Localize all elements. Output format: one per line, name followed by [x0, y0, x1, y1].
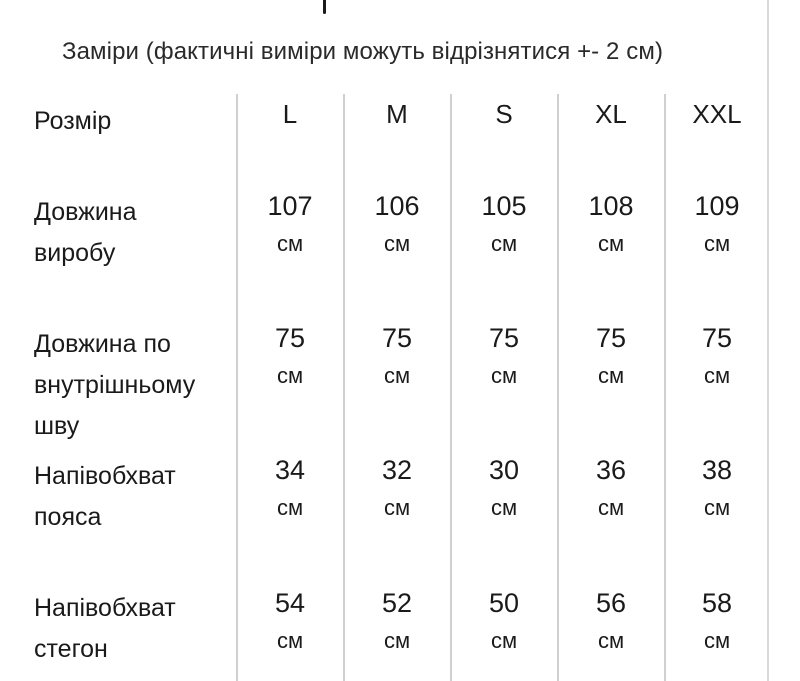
table-cell: [558, 189, 664, 257]
cell-value: 30: [488, 455, 520, 485]
cell-unit: см: [703, 363, 731, 388]
cell-unit: см: [490, 363, 518, 388]
cell-unit: см: [383, 628, 411, 653]
size-column-header: L: [282, 99, 298, 129]
size-header-text: Розмір: [34, 107, 112, 135]
table-cell: [664, 321, 770, 389]
table-cell: [344, 453, 450, 521]
cell-unit: см: [597, 495, 625, 520]
row-label-line: внутрішньому: [34, 371, 196, 399]
cell-value: 56: [595, 588, 627, 618]
row-label-inseam: [34, 324, 195, 447]
cell-value: 54: [274, 588, 306, 618]
row-label-line: Напівобхват: [34, 462, 176, 490]
table-cell: [558, 321, 664, 389]
cell-value: 109: [694, 191, 740, 221]
table-cell: [664, 453, 770, 521]
cell-unit: см: [597, 628, 625, 653]
top-edge-mark: [323, 0, 326, 14]
cell-value: 108: [588, 191, 634, 221]
table-cell: [344, 321, 450, 389]
table-cell: [451, 453, 557, 521]
table-cell: [558, 586, 664, 654]
cell-unit: см: [383, 495, 411, 520]
table-cell: [237, 321, 343, 389]
cell-value: 75: [488, 323, 520, 353]
cell-unit: см: [383, 363, 411, 388]
cell-value: 38: [701, 455, 733, 485]
cell-value: 50: [488, 588, 520, 618]
cell-unit: см: [276, 231, 304, 256]
row-label-waist: [34, 456, 176, 538]
cell-value: 106: [374, 191, 420, 221]
row-label-line: стегон: [34, 635, 108, 663]
cell-value: 75: [381, 323, 413, 353]
row-label-line: Напівобхват: [34, 594, 176, 622]
cell-unit: см: [703, 495, 731, 520]
row-label-line: Довжина: [34, 198, 137, 226]
table-cell: [237, 453, 343, 521]
cell-unit: см: [490, 231, 518, 256]
table-cell: [451, 321, 557, 389]
row-label-line: виробу: [34, 239, 116, 267]
size-column-header: M: [386, 99, 408, 129]
table-cell: [664, 586, 770, 654]
cell-value: 36: [595, 455, 627, 485]
table-cell: [237, 586, 343, 654]
size-header-label: [34, 101, 111, 142]
cell-unit: см: [703, 628, 731, 653]
table-cell: [558, 453, 664, 521]
cell-value: 52: [381, 588, 413, 618]
measurements-caption: Заміри (фактичні виміри можуть відрізнятися +- 2 см): [62, 38, 664, 65]
cell-unit: см: [276, 628, 304, 653]
row-label-line: пояса: [34, 503, 102, 531]
row-label-line: Довжина по: [34, 330, 171, 358]
size-column-header: XL: [595, 99, 627, 129]
cell-unit: см: [490, 495, 518, 520]
table-cell: [451, 189, 557, 257]
cell-unit: см: [383, 231, 411, 256]
table-cell: [237, 189, 343, 257]
size-column-header: XXL: [692, 99, 742, 129]
table-cell: [451, 586, 557, 654]
cell-value: 75: [274, 323, 306, 353]
table-cell: [664, 189, 770, 257]
table-cell: [344, 586, 450, 654]
size-column-header: S: [495, 99, 513, 129]
cell-value: 58: [701, 588, 733, 618]
cell-value: 107: [267, 191, 313, 221]
table-cell: [344, 189, 450, 257]
row-label-line: шву: [34, 412, 80, 440]
cell-unit: см: [490, 628, 518, 653]
cell-value: 75: [701, 323, 733, 353]
cell-unit: см: [597, 231, 625, 256]
cell-value: 32: [381, 455, 413, 485]
cell-unit: см: [276, 363, 304, 388]
row-label-length: [34, 192, 137, 274]
cell-value: 75: [595, 323, 627, 353]
cell-value: 105: [481, 191, 527, 221]
cell-unit: см: [276, 495, 304, 520]
row-label-hips: [34, 588, 176, 670]
cell-unit: см: [703, 231, 731, 256]
cell-value: 34: [274, 455, 306, 485]
cell-unit: см: [597, 363, 625, 388]
